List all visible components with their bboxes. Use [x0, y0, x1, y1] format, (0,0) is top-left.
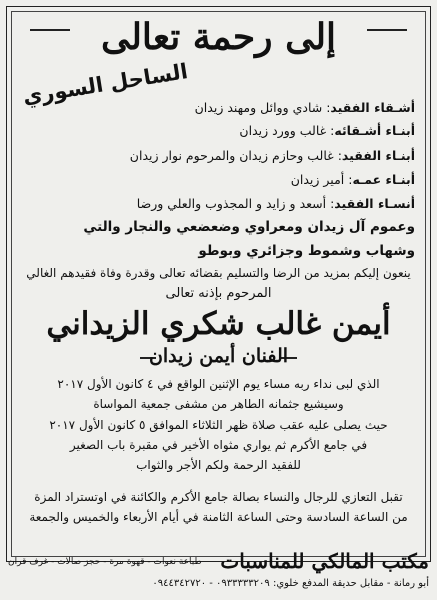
relative-label: أشـقاء الفقيد	[330, 100, 415, 115]
relative-line: أشـقاء الفقيد: شادي ووائل ومهند زيدان	[194, 100, 415, 115]
relative-label: أنسـاء الفقيد	[334, 196, 415, 211]
announcement-line: ينعون إليكم بمزيد من الرضا والتسليم بقضائه تعالى وقدرة وفاة فقيدهم الغالي	[26, 266, 411, 280]
relative-line: أنسـاء الفقيد: أسعد و زايد و المجذوب والعلي ورضا	[136, 196, 415, 211]
office-services: طباعة نعوات - قهوة مرة - حجز صالات - غرف قران	[8, 557, 202, 567]
funeral-line: الذي لبى نداء ربه مساء يوم الإثنين الواقع في ٤ كانون الأول ٢٠١٧	[57, 377, 380, 391]
relative-line: أبنـاء أشـقائه: غالب وورد زيدان	[239, 123, 415, 138]
funeral-line: في جامع الأكرم ثم يواري مثواه الأخير في مقبرة باب الصغير	[69, 438, 368, 452]
relative-value: أسعد و زايد و المجذوب والعلي ورضا	[136, 196, 327, 211]
condolence-line: من الساعة السادسة وحتى الساعة الثامنة في أيام الأربعاء والخميس والجمعة	[29, 510, 408, 524]
funeral-line: للفقيد الرحمة ولكم الأجر والثواب	[136, 458, 301, 472]
office-name: مكتب المالكي للمناسبات	[220, 549, 429, 573]
relative-value: غالب وحازم زيدان والمرحوم نوار زيدان	[129, 148, 334, 163]
deceased-name: أيمن غالب شكري الزيداني	[46, 306, 391, 342]
announcement-line: المرحوم بإذنه تعالى	[165, 286, 272, 301]
heading: إلى رحمة تعالى	[100, 16, 337, 58]
relative-label: أبنـاء الفقيد	[341, 148, 415, 163]
relative-label: أبنـاء عمـه	[352, 172, 415, 187]
families-line: وعموم آل زيدان ومعراوي وضعضعي والنجار والتي	[83, 219, 415, 235]
stamp-overlay: الساحل السوري	[21, 59, 190, 109]
condolence-line: تقبل التعازي للرجال والنساء بصالة جامع الأكرم والكائنة في اوتستراد المزة	[34, 490, 403, 504]
families-line: وشهاب وشموط وجزائري وبوطو	[198, 243, 415, 259]
relative-value: غالب وورد زيدان	[239, 123, 327, 138]
relative-value: شادي ووائل ومهند زيدان	[194, 100, 323, 115]
relative-line: أبنـاء الفقيد: غالب وحازم زيدان والمرحوم نوار زيدان	[129, 148, 415, 163]
deceased-title: الفنان أيمن زيدان	[148, 345, 289, 367]
relative-value: أمير زيدان	[290, 172, 345, 187]
office-contact: أبو رمانة - مقابل حديقة المدفع خلوي: ٠٩٣٣٣٣٣٢٠٩ - ٠٩٤٤٣٤٢٧٢٠	[152, 578, 429, 589]
relative-line: أبنـاء عمـه: أمير زيدان	[290, 172, 415, 187]
funeral-line: حيث يصلى عليه عقب صلاة ظهر الثلاثاء الموافق ٥ كانون الأول ٢٠١٧	[49, 418, 388, 432]
funeral-line: وسيشيع جثمانه الطاهر من مشفى جمعية المواساة	[93, 397, 344, 411]
relative-label: أبنـاء أشـقائه	[334, 123, 415, 138]
